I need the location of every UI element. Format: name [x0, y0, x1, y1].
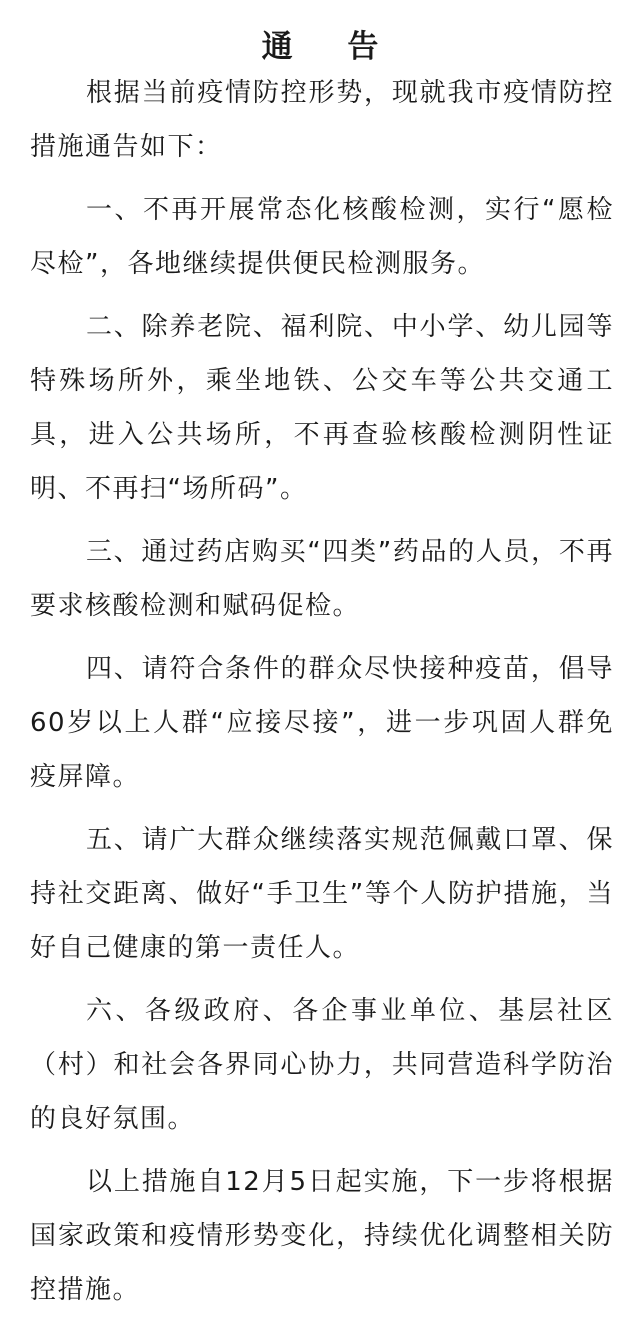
paragraph-item-4: 四、请符合条件的群众尽快接种疫苗，倡导60岁以上人群“应接尽接”，进一步巩固人群免疫屏障。	[30, 654, 614, 792]
notice-body	[30, 66, 614, 1326]
paragraph-item-6: 六、各级政府、各企事业单位、基层社区（村）和社会各界同心协力，共同营造科学防治的良好氛围。	[30, 996, 614, 1134]
paragraph-item-3: 三、通过药店购买“四类”药品的人员，不再要求核酸检测和赋码促检。	[30, 537, 614, 621]
paragraph-conclusion: 以上措施自12月5日起实施，下一步将根据国家政策和疫情形势变化，持续优化调整相关防控措施。	[30, 1167, 614, 1305]
paragraph-item-1: 一、不再开展常态化核酸检测，实行“愿检尽检”，各地继续提供便民检测服务。	[30, 195, 614, 279]
paragraph-item-2: 二、除养老院、福利院、中小学、幼儿园等特殊场所外，乘坐地铁、公交车等公共交通工具，进入公共场所，不再查验核酸检测阴性证明、不再扫“场所码”。	[30, 312, 614, 504]
paragraph-intro: 根据当前疫情防控形势，现就我市疫情防控措施通告如下：	[30, 78, 614, 162]
page-title: 通 告	[261, 28, 401, 65]
paragraph-item-5: 五、请广大群众继续落实规范佩戴口罩、保持社交距离、做好“手卫生”等个人防护措施，当好自己健康的第一责任人。	[30, 825, 614, 963]
